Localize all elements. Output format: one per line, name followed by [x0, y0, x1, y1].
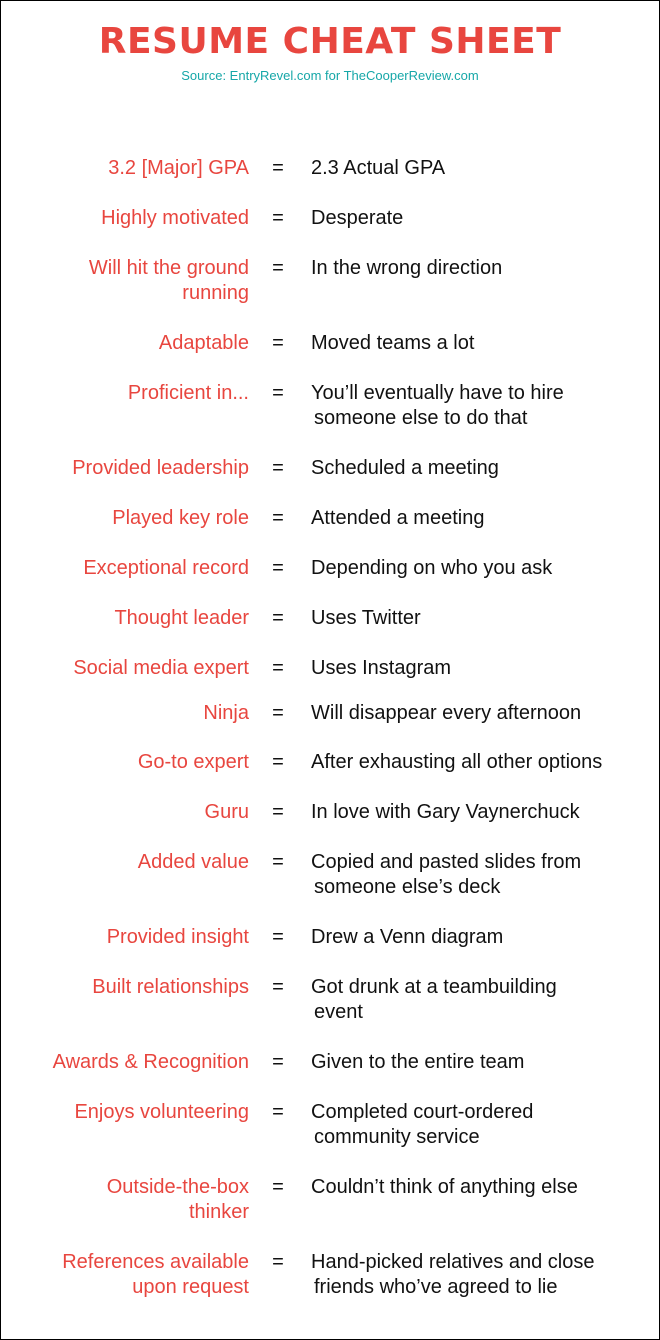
equals-sign: =: [272, 507, 284, 529]
resume-term: [4, 656, 249, 681]
resume-term: [4, 850, 249, 875]
equals-sign: =: [272, 1101, 284, 1123]
resume-term: [4, 331, 249, 356]
resume-term-line: Built relationships: [92, 976, 249, 998]
resume-term: [4, 925, 249, 950]
actual-meaning: [311, 975, 651, 1025]
actual-meaning: [311, 701, 651, 726]
actual-meaning: [311, 506, 651, 531]
actual-meaning: [311, 656, 651, 681]
resume-term-line: Provided insight: [106, 926, 249, 948]
resume-term: [4, 556, 249, 581]
resume-term: [4, 975, 249, 1000]
actual-meaning-line: Got drunk at a teambuilding: [311, 976, 557, 998]
actual-meaning: [311, 1050, 651, 1075]
equals-sign: =: [272, 851, 284, 873]
actual-meaning: [311, 850, 651, 900]
actual-meaning: [311, 1100, 651, 1150]
equals-sign: =: [272, 657, 284, 679]
resume-term: [4, 1250, 249, 1300]
resume-term: [4, 750, 249, 775]
resume-term-line: Awards & Recognition: [52, 1051, 249, 1073]
page-title: RESUME CHEAT SHEET: [98, 21, 562, 62]
resume-term-line: Outside-the-box: [106, 1176, 249, 1198]
equals-sign: =: [272, 157, 284, 179]
actual-meaning-line: community service: [314, 1126, 480, 1148]
actual-meaning-line: Will disappear every afternoon: [311, 702, 582, 724]
resume-term-line: Highly motivated: [101, 207, 249, 229]
resume-term-line: Ninja: [203, 702, 249, 724]
resume-term-line: Adaptable: [158, 332, 249, 354]
resume-term-line: References available: [62, 1251, 249, 1273]
resume-term-line: Added value: [137, 851, 249, 873]
equals-sign: =: [272, 207, 284, 229]
actual-meaning: [311, 256, 651, 281]
actual-meaning: [311, 206, 651, 231]
resume-term-line: 3.2 [Major] GPA: [108, 157, 249, 179]
equals-sign: =: [272, 1051, 284, 1073]
equals-sign: =: [272, 1176, 284, 1198]
actual-meaning: [311, 1175, 651, 1200]
equals-sign: =: [272, 607, 284, 629]
actual-meaning-line: Attended a meeting: [311, 507, 485, 529]
actual-meaning: [311, 1250, 651, 1300]
resume-term-line: Social media expert: [73, 657, 249, 679]
equals-sign: =: [272, 751, 284, 773]
actual-meaning-line: After exhausting all other options: [311, 751, 603, 773]
actual-meaning-line: someone else’s deck: [314, 876, 501, 898]
resume-term: [4, 456, 249, 481]
actual-meaning-line: In love with Gary Vaynerchuck: [311, 801, 580, 823]
actual-meaning-line: friends who’ve agreed to lie: [314, 1276, 558, 1298]
actual-meaning-line: Drew a Venn diagram: [311, 926, 504, 948]
resume-term-line: Go-to expert: [137, 751, 249, 773]
resume-term-line: Provided leadership: [72, 457, 249, 479]
resume-term: [4, 156, 249, 181]
equals-sign: =: [272, 1251, 284, 1273]
resume-term: [4, 506, 249, 531]
actual-meaning: [311, 925, 651, 950]
resume-term-line: Proficient in...: [127, 382, 249, 404]
equals-sign: =: [272, 702, 284, 724]
resume-term-line: Enjoys volunteering: [74, 1101, 249, 1123]
actual-meaning-line: 2.3 Actual GPA: [311, 157, 446, 179]
resume-term: [4, 606, 249, 631]
actual-meaning: [311, 800, 651, 825]
source-credit: Source: EntryRevel.com for TheCooperReview.com: [181, 68, 479, 83]
resume-term: [4, 381, 249, 406]
actual-meaning-line: Completed court-ordered: [311, 1101, 534, 1123]
actual-meaning-line: Couldn’t think of anything else: [311, 1176, 578, 1198]
resume-term: [4, 206, 249, 231]
actual-meaning-line: You’ll eventually have to hire: [311, 382, 564, 404]
actual-meaning: [311, 331, 651, 356]
actual-meaning: [311, 606, 651, 631]
actual-meaning-line: Moved teams a lot: [311, 332, 475, 354]
actual-meaning-line: In the wrong direction: [311, 257, 503, 279]
resume-term: [4, 1100, 249, 1125]
actual-meaning: [311, 456, 651, 481]
actual-meaning: [311, 156, 651, 181]
actual-meaning-line: event: [314, 1001, 363, 1023]
resume-term: [4, 701, 249, 726]
resume-term-line: thinker: [188, 1201, 249, 1223]
equals-sign: =: [272, 382, 284, 404]
resume-term-line: upon request: [132, 1276, 249, 1298]
resume-term: [4, 256, 249, 306]
actual-meaning-line: Desperate: [311, 207, 404, 229]
actual-meaning: [311, 750, 651, 775]
resume-term-line: Exceptional record: [83, 557, 249, 579]
actual-meaning-line: Uses Instagram: [311, 657, 452, 679]
equals-sign: =: [272, 332, 284, 354]
actual-meaning-line: Hand-picked relatives and close: [311, 1251, 595, 1273]
equals-sign: =: [272, 976, 284, 998]
resume-term-line: Guru: [204, 801, 249, 823]
actual-meaning-line: Depending on who you ask: [311, 557, 553, 579]
actual-meaning-line: Copied and pasted slides from: [311, 851, 582, 873]
resume-term-line: running: [182, 282, 249, 304]
resume-term-line: Will hit the ground: [88, 257, 249, 279]
equals-sign: =: [272, 457, 284, 479]
resume-term: [4, 1175, 249, 1225]
actual-meaning-line: Scheduled a meeting: [311, 457, 499, 479]
actual-meaning-line: Uses Twitter: [311, 607, 421, 629]
equals-sign: =: [272, 257, 284, 279]
resume-term-line: Played key role: [112, 507, 249, 529]
resume-term: [4, 800, 249, 825]
equals-sign: =: [272, 926, 284, 948]
actual-meaning: [311, 556, 651, 581]
actual-meaning-line: someone else to do that: [314, 407, 528, 429]
equals-sign: =: [272, 801, 284, 823]
actual-meaning: [311, 381, 651, 431]
actual-meaning-line: Given to the entire team: [311, 1051, 525, 1073]
resume-term-line: Thought leader: [114, 607, 249, 629]
equals-sign: =: [272, 557, 284, 579]
resume-term: [4, 1050, 249, 1075]
